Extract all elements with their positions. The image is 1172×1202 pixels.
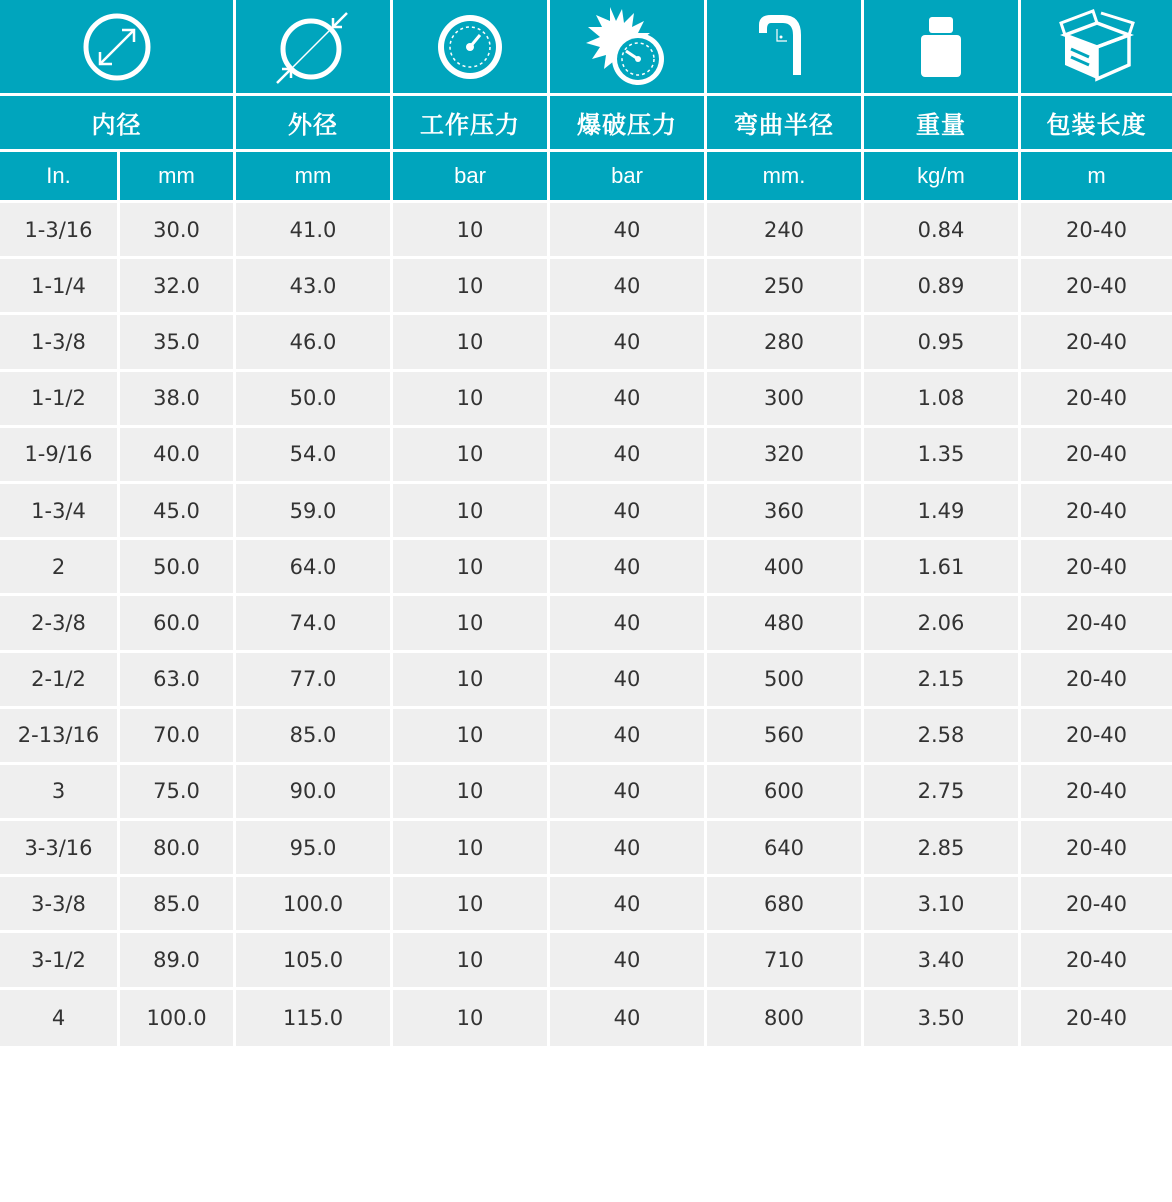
header-package-length: 包装长度 [1021, 96, 1172, 152]
cell-inner-mm: 32.0 [120, 259, 236, 315]
cell-inner-inch: 2-1/2 [0, 653, 120, 709]
table-row [0, 765, 1172, 821]
cell-burst-pressure: 40 [550, 709, 707, 765]
bend-radius-icon-cell [707, 0, 864, 96]
cell-package-length: 20-40 [1021, 821, 1172, 877]
cell-working-pressure: 10 [393, 203, 550, 259]
cell-weight: 3.50 [864, 990, 1021, 1046]
cell-inner-mm: 100.0 [120, 990, 236, 1046]
table-row [0, 653, 1172, 709]
cell-package-length: 20-40 [1021, 596, 1172, 652]
cell-package-length: 20-40 [1021, 765, 1172, 821]
cell-working-pressure: 10 [393, 259, 550, 315]
cell-inner-inch: 1-3/8 [0, 315, 120, 371]
unit-bend-mm: mm. [707, 152, 864, 203]
cell-inner-mm: 50.0 [120, 540, 236, 596]
cell-working-pressure: 10 [393, 315, 550, 371]
cell-package-length: 20-40 [1021, 372, 1172, 428]
cell-inner-mm: 70.0 [120, 709, 236, 765]
cell-inner-mm: 35.0 [120, 315, 236, 371]
cell-bend-radius: 320 [707, 428, 864, 484]
unit-inch: In. [0, 152, 120, 203]
cell-working-pressure: 10 [393, 933, 550, 989]
cell-inner-mm: 85.0 [120, 877, 236, 933]
cell-outer-mm: 46.0 [236, 315, 393, 371]
table-row [0, 877, 1172, 933]
table-row [0, 428, 1172, 484]
cell-weight: 1.49 [864, 484, 1021, 540]
unit-working-bar: bar [393, 152, 550, 203]
icon-row [0, 0, 1172, 96]
header-bend-radius: 弯曲半径 [707, 96, 864, 152]
cell-working-pressure: 10 [393, 428, 550, 484]
cell-weight: 2.75 [864, 765, 1021, 821]
cell-package-length: 20-40 [1021, 484, 1172, 540]
cell-bend-radius: 400 [707, 540, 864, 596]
unit-outer-mm: mm [236, 152, 393, 203]
inner-diameter-icon [77, 7, 157, 87]
cell-working-pressure: 10 [393, 709, 550, 765]
cell-bend-radius: 360 [707, 484, 864, 540]
cell-working-pressure: 10 [393, 372, 550, 428]
cell-burst-pressure: 40 [550, 596, 707, 652]
cell-burst-pressure: 40 [550, 540, 707, 596]
cell-inner-inch: 3 [0, 765, 120, 821]
burst-gauge-icon [582, 5, 672, 89]
bend-radius-icon [749, 9, 819, 85]
cell-package-length: 20-40 [1021, 709, 1172, 765]
header-burst-pressure: 爆破压力 [550, 96, 707, 152]
header-weight: 重量 [864, 96, 1021, 152]
cell-weight: 2.06 [864, 596, 1021, 652]
burst-gauge-icon-cell [550, 0, 707, 96]
cell-inner-mm: 30.0 [120, 203, 236, 259]
cell-burst-pressure: 40 [550, 990, 707, 1046]
cell-working-pressure: 10 [393, 877, 550, 933]
inner-diameter-icon-cell [0, 0, 236, 96]
cell-inner-inch: 1-3/4 [0, 484, 120, 540]
pressure-gauge-icon [432, 9, 508, 85]
cell-working-pressure: 10 [393, 765, 550, 821]
cell-burst-pressure: 40 [550, 428, 707, 484]
cell-inner-mm: 89.0 [120, 933, 236, 989]
table-row [0, 540, 1172, 596]
cell-outer-mm: 105.0 [236, 933, 393, 989]
cell-package-length: 20-40 [1021, 990, 1172, 1046]
cell-outer-mm: 115.0 [236, 990, 393, 1046]
cell-bend-radius: 480 [707, 596, 864, 652]
table-row [0, 990, 1172, 1046]
package-box-icon [1057, 9, 1137, 85]
cell-outer-mm: 95.0 [236, 821, 393, 877]
cell-inner-inch: 3-1/2 [0, 933, 120, 989]
pressure-gauge-icon-cell [393, 0, 550, 96]
cell-bend-radius: 280 [707, 315, 864, 371]
weight-icon-cell [864, 0, 1021, 96]
cell-bend-radius: 640 [707, 821, 864, 877]
cell-inner-mm: 38.0 [120, 372, 236, 428]
cell-burst-pressure: 40 [550, 484, 707, 540]
cell-weight: 2.15 [864, 653, 1021, 709]
cell-package-length: 20-40 [1021, 259, 1172, 315]
cell-package-length: 20-40 [1021, 540, 1172, 596]
cell-package-length: 20-40 [1021, 315, 1172, 371]
table-row [0, 709, 1172, 765]
cell-outer-mm: 64.0 [236, 540, 393, 596]
cell-outer-mm: 41.0 [236, 203, 393, 259]
cell-outer-mm: 85.0 [236, 709, 393, 765]
cell-outer-mm: 100.0 [236, 877, 393, 933]
cell-weight: 1.35 [864, 428, 1021, 484]
cell-package-length: 20-40 [1021, 203, 1172, 259]
cell-burst-pressure: 40 [550, 372, 707, 428]
header-inner-diameter: 内径 [0, 96, 236, 152]
cell-weight: 1.08 [864, 372, 1021, 428]
cell-weight: 1.61 [864, 540, 1021, 596]
cell-working-pressure: 10 [393, 540, 550, 596]
cell-inner-inch: 2-3/8 [0, 596, 120, 652]
cell-inner-inch: 2 [0, 540, 120, 596]
cell-outer-mm: 43.0 [236, 259, 393, 315]
package-box-icon-cell [1021, 0, 1172, 96]
cell-outer-mm: 59.0 [236, 484, 393, 540]
cell-package-length: 20-40 [1021, 933, 1172, 989]
cell-package-length: 20-40 [1021, 428, 1172, 484]
cell-inner-mm: 75.0 [120, 765, 236, 821]
cell-inner-mm: 45.0 [120, 484, 236, 540]
cell-bend-radius: 300 [707, 372, 864, 428]
cell-inner-mm: 60.0 [120, 596, 236, 652]
cell-package-length: 20-40 [1021, 653, 1172, 709]
cell-inner-mm: 80.0 [120, 821, 236, 877]
table-row [0, 315, 1172, 371]
cell-outer-mm: 50.0 [236, 372, 393, 428]
cell-inner-mm: 40.0 [120, 428, 236, 484]
cell-bend-radius: 680 [707, 877, 864, 933]
table-row [0, 596, 1172, 652]
cell-bend-radius: 800 [707, 990, 864, 1046]
cell-working-pressure: 10 [393, 990, 550, 1046]
cell-weight: 0.95 [864, 315, 1021, 371]
cell-outer-mm: 54.0 [236, 428, 393, 484]
cell-inner-inch: 3-3/8 [0, 877, 120, 933]
cell-weight: 0.84 [864, 203, 1021, 259]
cell-bend-radius: 710 [707, 933, 864, 989]
table-row [0, 821, 1172, 877]
cell-package-length: 20-40 [1021, 877, 1172, 933]
cell-weight: 3.40 [864, 933, 1021, 989]
cell-inner-mm: 63.0 [120, 653, 236, 709]
cell-bend-radius: 240 [707, 203, 864, 259]
cell-bend-radius: 500 [707, 653, 864, 709]
cell-inner-inch: 1-3/16 [0, 203, 120, 259]
cell-weight: 2.58 [864, 709, 1021, 765]
cell-inner-inch: 4 [0, 990, 120, 1046]
cell-inner-inch: 3-3/16 [0, 821, 120, 877]
weight-icon [911, 11, 971, 83]
unit-burst-bar: bar [550, 152, 707, 203]
table-row [0, 933, 1172, 989]
table-row [0, 484, 1172, 540]
cell-burst-pressure: 40 [550, 653, 707, 709]
column-label-row [0, 96, 1172, 152]
unit-weight-kgm: kg/m [864, 152, 1021, 203]
cell-burst-pressure: 40 [550, 259, 707, 315]
unit-length-m: m [1021, 152, 1172, 203]
cell-bend-radius: 560 [707, 709, 864, 765]
cell-burst-pressure: 40 [550, 765, 707, 821]
outer-diameter-icon [271, 5, 355, 89]
cell-inner-inch: 1-9/16 [0, 428, 120, 484]
cell-burst-pressure: 40 [550, 877, 707, 933]
header-outer-diameter: 外径 [236, 96, 393, 152]
table-row [0, 372, 1172, 428]
outer-diameter-icon-cell [236, 0, 393, 96]
cell-working-pressure: 10 [393, 484, 550, 540]
table-row [0, 259, 1172, 315]
cell-working-pressure: 10 [393, 596, 550, 652]
cell-inner-inch: 1-1/2 [0, 372, 120, 428]
cell-inner-inch: 2-13/16 [0, 709, 120, 765]
cell-bend-radius: 600 [707, 765, 864, 821]
cell-weight: 2.85 [864, 821, 1021, 877]
header-working-pressure: 工作压力 [393, 96, 550, 152]
unit-inner-mm: mm [120, 152, 236, 203]
cell-burst-pressure: 40 [550, 933, 707, 989]
cell-burst-pressure: 40 [550, 203, 707, 259]
data-rows [0, 203, 1172, 1046]
unit-row [0, 152, 1172, 203]
cell-working-pressure: 10 [393, 821, 550, 877]
cell-bend-radius: 250 [707, 259, 864, 315]
cell-outer-mm: 77.0 [236, 653, 393, 709]
cell-burst-pressure: 40 [550, 821, 707, 877]
table-row [0, 203, 1172, 259]
cell-working-pressure: 10 [393, 653, 550, 709]
cell-weight: 3.10 [864, 877, 1021, 933]
cell-outer-mm: 74.0 [236, 596, 393, 652]
cell-outer-mm: 90.0 [236, 765, 393, 821]
cell-weight: 0.89 [864, 259, 1021, 315]
cell-inner-inch: 1-1/4 [0, 259, 120, 315]
cell-burst-pressure: 40 [550, 315, 707, 371]
